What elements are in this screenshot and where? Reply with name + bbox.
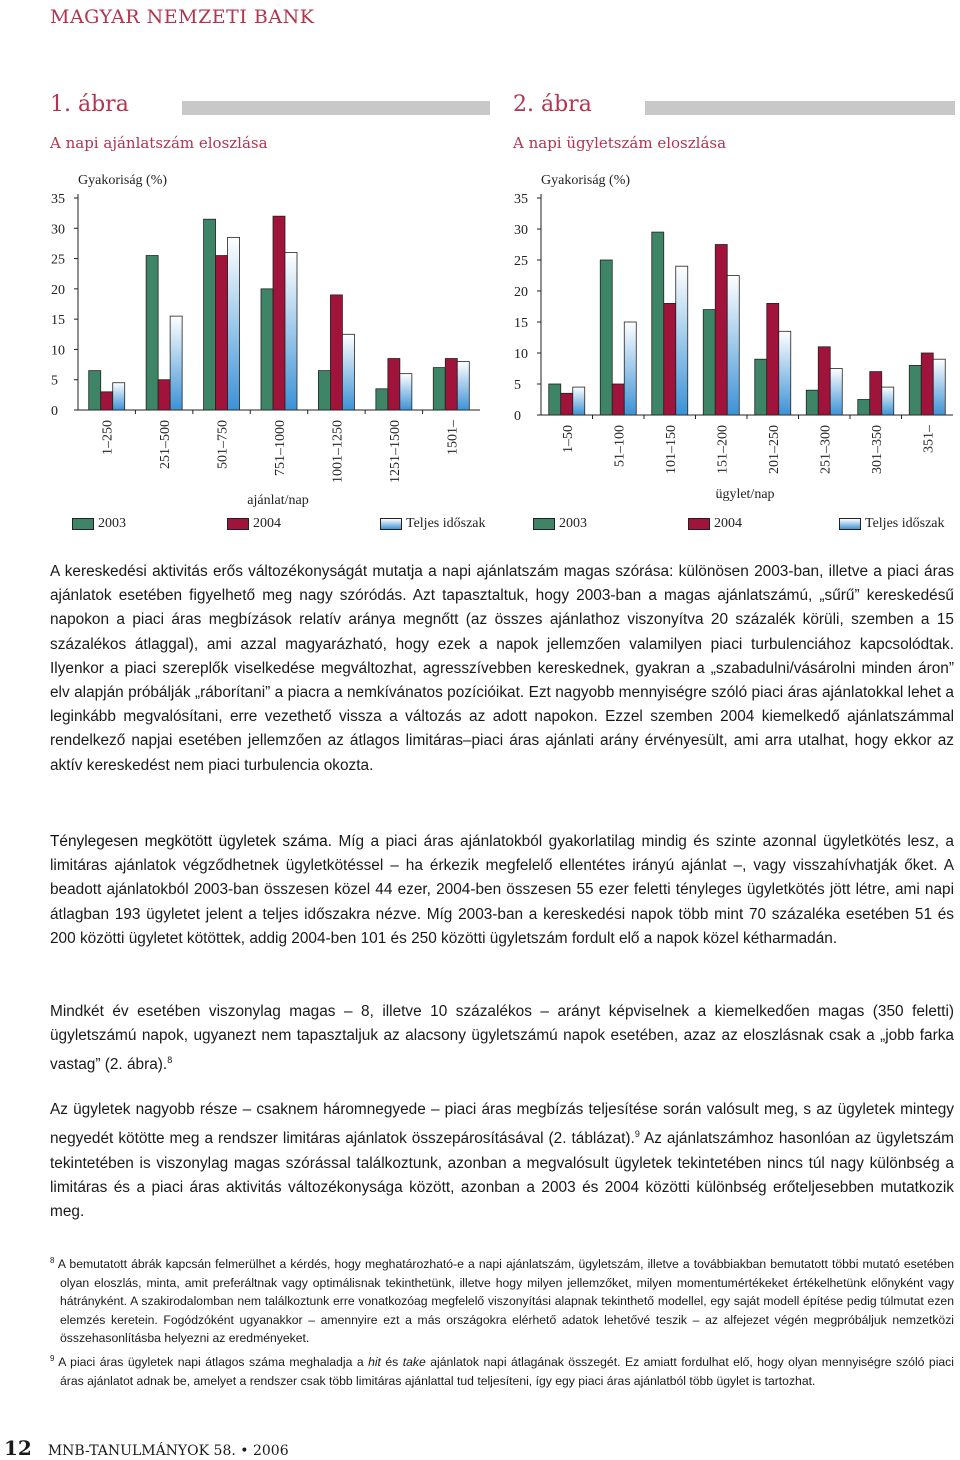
bar-2003 xyxy=(909,365,921,415)
y-tick-label: 20 xyxy=(51,282,65,298)
legend-item-full xyxy=(380,516,486,532)
bar-2004 xyxy=(561,393,573,415)
bar-2004 xyxy=(715,245,727,416)
legend-item-2003 xyxy=(72,516,126,532)
x-tick-label: 501–750 xyxy=(215,420,231,469)
footnote-9-number: 9 xyxy=(50,1354,55,1364)
bar-2003 xyxy=(146,256,158,410)
legend-swatch-full xyxy=(380,518,402,530)
bar-2004 xyxy=(216,256,228,410)
bar-2004 xyxy=(388,359,400,410)
bar-full xyxy=(457,362,469,410)
paragraph-fat-tail xyxy=(50,1000,954,1078)
figure2-legend xyxy=(533,516,958,534)
footnote-ref-9[interactable]: 9 xyxy=(634,1129,640,1140)
bar-full xyxy=(779,331,791,415)
y-axis-title: Gyakoriság (%) xyxy=(541,173,631,188)
bar-full xyxy=(933,359,945,415)
paragraph-lead: Ténylegesen megkötött ügyletek száma. xyxy=(50,833,332,850)
bar-full xyxy=(624,322,636,415)
bar-2003 xyxy=(600,260,612,415)
x-tick-label: 151–200 xyxy=(715,425,731,474)
bar-2003 xyxy=(261,289,273,410)
bar-2004 xyxy=(273,216,285,410)
bar-2004 xyxy=(612,384,624,415)
bar-full xyxy=(342,334,354,410)
legend-swatch-2003 xyxy=(72,518,94,530)
y-tick-label: 25 xyxy=(51,252,65,268)
y-tick-label: 10 xyxy=(51,343,65,359)
footnote-9-hit: hit xyxy=(368,1355,381,1370)
y-tick-label: 30 xyxy=(514,223,528,238)
figure1-chart xyxy=(45,168,485,508)
bar-2003 xyxy=(755,359,767,415)
legend-item-2004 xyxy=(227,516,281,532)
bar-2003 xyxy=(204,219,216,410)
bar-full xyxy=(727,276,739,416)
x-tick-label: 301–350 xyxy=(869,425,885,474)
x-axis-title: ajánlat/nap xyxy=(247,493,309,508)
x-tick-label: 51–100 xyxy=(612,425,628,467)
figure1-title-rule xyxy=(182,101,490,115)
bar-2004 xyxy=(921,353,933,415)
page-footer xyxy=(4,1436,289,1460)
paragraph-trades-text: Míg a piaci áras ajánlatokból gyakorlatilag mindig és szinte azonnal ügyletkötés lesz, a limitáras ajánlatok végződhetnek ügyletkötéssel – ha érkezik megfelelő ellentétes irányú ajánlat –, vagy visszahívhatják őket. A beadott ajánlatokból 2003-ban összesen közel 44 ezer, 2004-ben összesen 55 ezer feletti tényleges ügyletkötés jött létre, ami napi átlagban 193 ügyletet jelent a teljes időszakra nézve. Míg 2003-ban a kereskedési napok több mint 70 százaléka esetében 51 és 200 közötti ügyletet kötöttek, addig 2004-ben 101 és 250 közötti ügyletszám fordult elő a napok közel kétharmadán. xyxy=(50,833,954,947)
x-tick-label: 351– xyxy=(921,425,937,453)
footnote-8 xyxy=(50,1252,954,1348)
x-tick-label: 1251–1500 xyxy=(387,420,403,483)
figure2-subtitle: A napi ügyletszám eloszlása xyxy=(513,134,727,152)
paragraph-volatility xyxy=(50,560,954,778)
bar-2003 xyxy=(318,371,330,410)
bar-2004 xyxy=(870,372,882,415)
footnote-9-text-a: A piaci áras ügyletek napi átlagos száma meghaladja a xyxy=(58,1355,369,1370)
x-tick-label: 1–250 xyxy=(100,420,116,455)
paragraph-fat-tail-text: Mindkét év esetében viszonylag magas – 8, illetve 10 százalékos – arányt képviselnek a kiemelkedően magas (350 feletti) ügyletszámú napok, ugyanezt nem tapasztaljuk az alacsony ügyletszámú napok esetében, azaz az eloszlásnak csak a „jobb farka vastag” (2. ábra). xyxy=(50,1003,954,1074)
footnote-8-text: A bemutatott ábrák kapcsán felmerülhet a kérdés, hogy meghatározható-e a napi ajánlatszám, ügyletszám, illetve a továbbiakban bemutatott többi mutató esetében olyan eloszlás, minta, amit preferáltnak vagy optimálisnak tekinthetünk, illetve hogy milyen jellemzőket, milyen momentumértékeket értékelhetünk előnyként vagy hátrányként. A szakirodalomban nem találkoztunk erre vonatkozóag megfelelő viszonyítási alapnak tekinthető modellel, egy saját modell építése pedig túlmutat ezen elemzés keretein. Fogódzóként ugyanakkor – amennyire ezt a más országokra elérhető adatok lehetővé teszik – az alfejezet végén megpróbáljuk nemzetközi összehasonlításba helyezni az eredményeket. xyxy=(57,1257,954,1346)
bar-full xyxy=(170,316,182,410)
legend-label-2003: 2003 xyxy=(98,516,126,531)
paragraph-trades xyxy=(50,830,954,951)
x-tick-label: 751–1000 xyxy=(273,420,288,476)
legend-item-full xyxy=(839,516,945,532)
y-tick-label: 10 xyxy=(514,347,528,362)
bar-2003 xyxy=(376,389,388,410)
footnote-9-text-b: és xyxy=(380,1355,403,1370)
x-tick-label: 251–300 xyxy=(818,425,834,474)
bar-2004 xyxy=(101,392,113,410)
bar-full xyxy=(882,387,894,415)
paragraph-volatility-text: A kereskedési aktivitás erős változékonyságát mutatja a napi ajánlatszám magas szórása: különösen 2003-ban, illetve a piaci áras ajánlatok esetében figyelhető meg nagy szóródás. Azt tapasztaltuk, hogy 2003-ban a magas ajánlatszámú, „sűrű” kereskedésű napokon a piaci áras megbízások relatív aránya megnőtt (az összes ajánlathoz viszonyítva 20 százalék körüli, szemben a 15 százalékos átlaggal), ami azzal magyarázható, hogy ezek a napok jellemzően valamilyen piaci turbulenciához kapcsolódtak. Ilyenkor a piaci szereplők viselkedése megváltozhat, agresszívebben kereskednek, gyakran a „szabadulni/vásárolni minden áron” elv alapján próbálják „ráborítani” a piacra a nemkívánatos pozícióikat. Ezt nagyobb mennyiségre szóló piaci áras ajánlatokkal lehet a leginkább megvalósítani, erre vezethető vissza a változás az adott napokon. Ezzel szemben 2004 kiemelkedő ajánlatszámmal rendelkező napjai esetében jellemzően az átlagos limitáras–piaci áras ajánlati arány érvényesült, ami arra utalhat, hogy ekkor az aktív kereskedést nem piaci turbulencia okozta. xyxy=(50,563,954,774)
footnote-8-number: 8 xyxy=(50,1256,55,1265)
footnote-9-take: take xyxy=(402,1355,426,1370)
legend-label-2004: 2004 xyxy=(253,516,281,531)
y-tick-label: 35 xyxy=(51,192,65,207)
x-tick-label: 251–500 xyxy=(158,420,174,469)
bar-2004 xyxy=(330,295,342,410)
x-tick-label: 1–50 xyxy=(560,425,576,453)
bar-full xyxy=(676,266,688,415)
y-tick-label: 20 xyxy=(514,285,528,300)
figure2-title-rule xyxy=(645,101,955,115)
legend-swatch-full xyxy=(839,518,861,530)
figure2-chart xyxy=(508,168,958,508)
footnote-9 xyxy=(50,1350,954,1390)
bar-2003 xyxy=(703,310,715,415)
paragraph-market-orders-text-b: Az ajánlatszámhoz hasonlóan az ügyletszám tekintetében is viszonylag magas szórással találkoztunk, azonban a megvalósult ügyletek tekintetében nincs túl nagy különbség a limitáras és a piaci áras aktivitás változékonysága között, azonban a 2003 és 2004 közötti különbség erőteljesebben mutatkozik meg. xyxy=(50,1130,954,1220)
bar-2003 xyxy=(549,384,561,415)
y-tick-label: 30 xyxy=(51,222,65,238)
legend-label-2004: 2004 xyxy=(714,516,742,531)
legend-item-2004 xyxy=(688,516,742,532)
x-axis-title: ügylet/nap xyxy=(715,487,775,502)
legend-item-2003 xyxy=(533,516,587,532)
footnote-ref-8[interactable]: 8 xyxy=(167,1055,173,1066)
paragraph-market-orders-text-a: Az ügyletek nagyobb része – csaknem háromnegyede – piaci áras megbízás teljesítése során valósult meg, s az ügyletek mintegy negyedét kötötte meg a rendszer limitáras ajánlatok összepárosításával (2. táblázat). xyxy=(50,1101,954,1148)
legend-swatch-2003 xyxy=(533,518,555,530)
series-title: MNB-TANULMÁNYOK 58. • 2006 xyxy=(47,1443,289,1459)
bar-2003 xyxy=(652,232,664,415)
bar-full xyxy=(830,369,842,416)
y-tick-label: 5 xyxy=(51,373,58,389)
legend-label-2003: 2003 xyxy=(559,516,587,531)
y-tick-label: 35 xyxy=(514,192,528,207)
legend-swatch-2004 xyxy=(227,518,249,530)
bar-full xyxy=(400,374,412,410)
publisher-header: MAGYAR NEMZETI BANK xyxy=(50,6,315,28)
bar-2004 xyxy=(445,359,457,410)
figure1-legend xyxy=(72,516,492,534)
bar-full xyxy=(285,253,297,410)
y-tick-label: 25 xyxy=(514,254,528,269)
figure1-label: 1. ábra xyxy=(50,92,129,117)
bar-2004 xyxy=(664,303,676,415)
x-tick-label: 201–250 xyxy=(766,425,782,474)
legend-label-full: Teljes időszak xyxy=(406,516,486,531)
legend-label-full: Teljes időszak xyxy=(865,516,945,531)
x-tick-label: 101–150 xyxy=(663,425,679,474)
x-tick-label: 1001–1250 xyxy=(330,420,346,483)
figure2-label: 2. ábra xyxy=(513,92,592,117)
bar-2004 xyxy=(767,303,779,415)
figure1-subtitle: A napi ajánlatszám eloszlása xyxy=(50,134,268,152)
bar-full xyxy=(113,383,125,410)
bar-2004 xyxy=(158,380,170,410)
y-tick-label: 0 xyxy=(51,404,58,419)
footnote-9-text-c: ajánlatok napi átlagának összegét. Ez amiatt fordulhat elő, hogy olyan mennyiségre szóló piaci áras ajánlatot adnak be, amelyet a rendszer csak több limitáras ajánlattal tud teljesíteni, így egy piaci áras ajánlatból több ügylet is tartozhat. xyxy=(60,1355,954,1388)
bar-2003 xyxy=(858,400,870,416)
bar-full xyxy=(573,387,585,415)
y-axis-title: Gyakoriság (%) xyxy=(78,173,168,188)
bar-full xyxy=(228,237,240,410)
y-tick-label: 0 xyxy=(514,409,521,424)
legend-swatch-2004 xyxy=(688,518,710,530)
bar-2003 xyxy=(806,390,818,415)
x-tick-label: 1501– xyxy=(445,420,461,455)
y-tick-label: 15 xyxy=(514,316,528,331)
y-tick-label: 5 xyxy=(514,378,521,393)
paragraph-market-orders xyxy=(50,1098,954,1224)
bar-2003 xyxy=(433,368,445,410)
y-tick-label: 15 xyxy=(51,313,65,329)
bar-2004 xyxy=(818,347,830,415)
page-number: 12 xyxy=(4,1436,32,1460)
footnotes xyxy=(50,1252,954,1392)
bar-2003 xyxy=(89,371,101,410)
